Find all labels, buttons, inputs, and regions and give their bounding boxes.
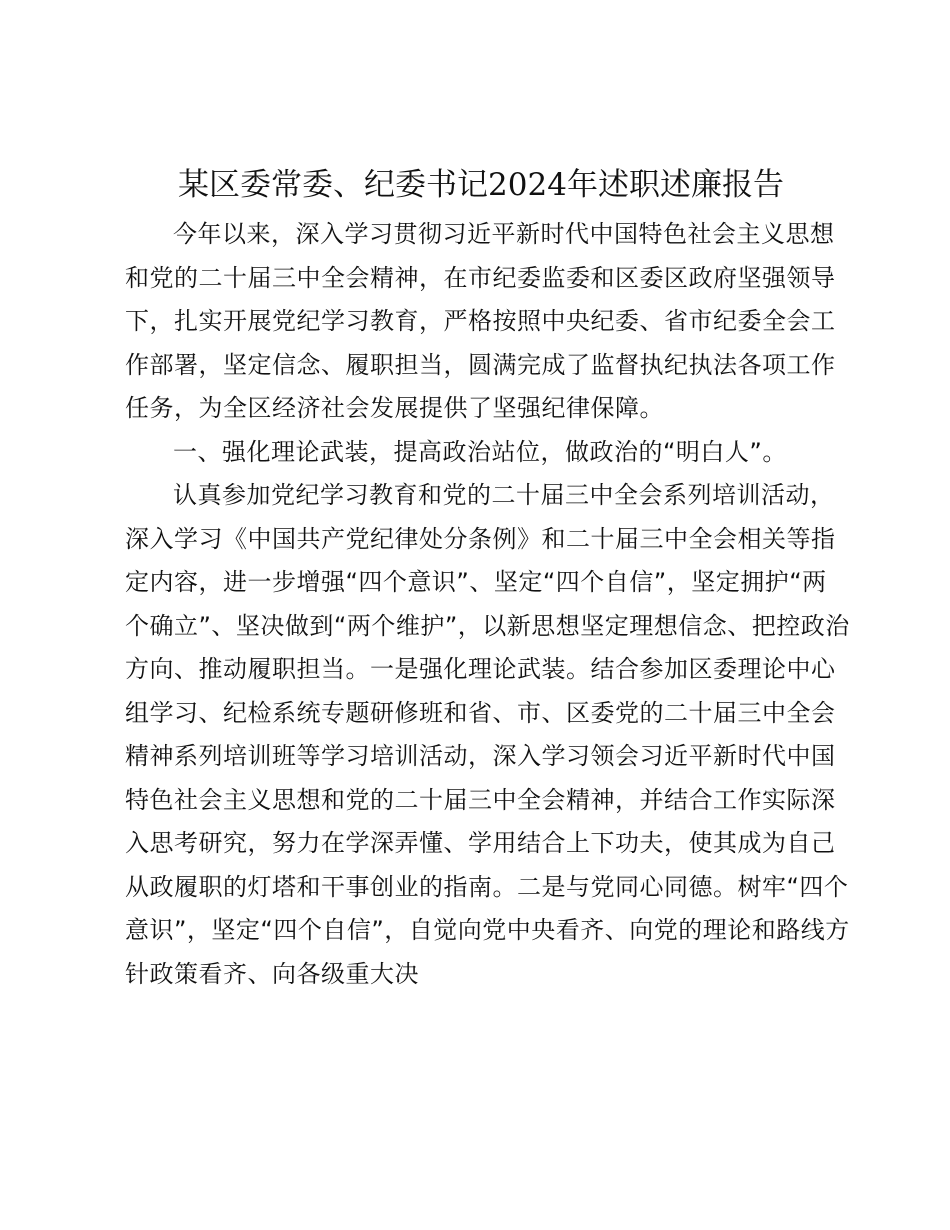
intro-paragraph: 今年以来，深入学习贯彻习近平新时代中国特色社会主义思想和党的二十届三中全会精神，在市纪委监委和区委区政府坚强领导下，扎实开展党纪学习教育，严格按照中央纪委、省市纪委全会工作部署，坚定信念、履职担当，圆满完成了监督执纪执法各项工作任务，为全区经济社会发展提供了坚强纪律保障。 [125, 220, 836, 422]
document-body [125, 213, 850, 996]
document-title: 某区委常委、纪委书记2024年述职述廉报告 [178, 167, 784, 203]
section-paragraph: 认真参加党纪学习教育和党的二十届三中全会系列培训活动，深入学习《中国共产党纪律处分条例》和二十届三中全会相关等指定内容，进一步增强“四个意识”、坚定“四个自信”，坚定拥护“两个确立”、坚决做到“两个维护”，以新思想坚定理想信念、把控政治方向、推动履职担当。一是强化理论武装。结合参加区委理论中心组学习、纪检系统专题研修班和省、市、区委党的二十届三中全会精神系列培训班等学习培训活动，深入学习领会习近平新时代中国特色社会主义思想和党的二十届三中全会精神，并结合工作实际深入思考研究，努力在学深弄懂、学用结合上下功夫，使其成为自己从政履职的灯塔和干事创业的指南。二是与党同心同德。树牢“四个意识”，坚定“四个自信”，自觉向党中央看齐、向党的理论和路线方针政策看齐、向各级重大决 [125, 481, 850, 988]
section-heading: 一、强化理论武装，提高政治站位，做政治的“明白人”。 [173, 437, 787, 466]
